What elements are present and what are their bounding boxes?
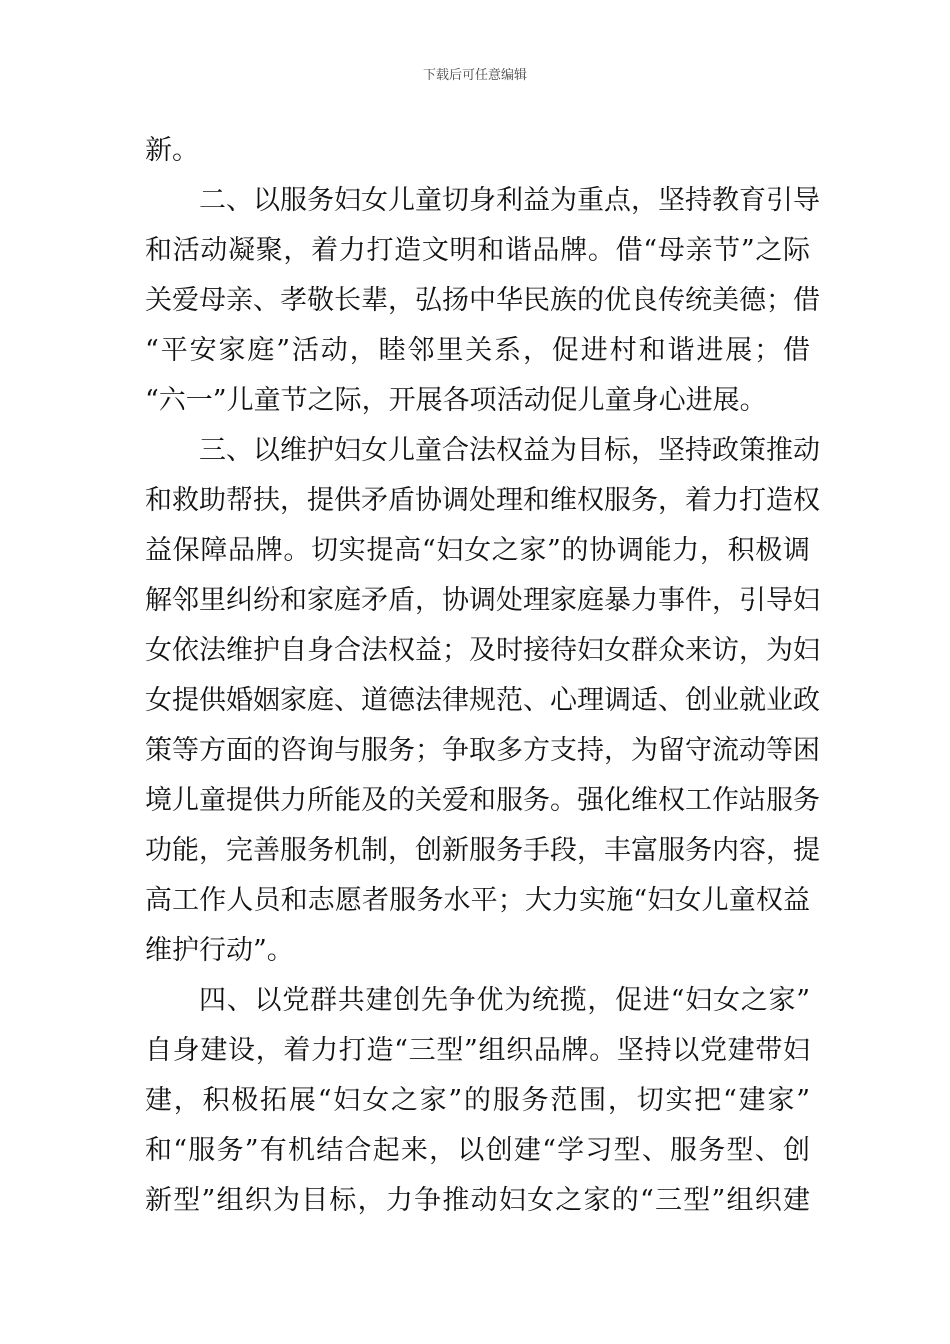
text-line: 和“服务”有机结合起来，以创建“学习型、服务型、创: [145, 1135, 810, 1166]
paragraph-4-first-line: 四、以党群共建创先争优为统揽，促进“妇女之家”: [199, 985, 810, 1016]
text-line: 功能，完善服务机制，创新服务手段，丰富服务内容，提: [145, 835, 820, 866]
text-line: 女依法维护自身合法权益；及时接待妇女群众来访，为妇: [145, 635, 820, 666]
text-line: 女提供婚姻家庭、道德法律规范、心理调适、创业就业政: [145, 685, 820, 716]
text-line: 境儿童提供力所能及的关爱和服务。强化维权工作站服务: [145, 785, 820, 816]
text-line: 解邻里纠纷和家庭矛盾，协调处理家庭暴力事件，引导妇: [145, 585, 820, 616]
text-line: 策等方面的咨询与服务；争取多方支持，为留守流动等困: [145, 735, 820, 766]
text-line: 新。: [145, 135, 199, 166]
paragraph-3-first-line: 三、以维护妇女儿童合法权益为目标，坚持政策推动: [199, 435, 820, 466]
text-line: 和活动凝聚，着力打造文明和谐品牌。借“母亲节”之际: [145, 235, 810, 266]
text-line: 和救助帮扶，提供矛盾协调处理和维权服务，着力打造权: [145, 485, 820, 516]
text-line: 新型”组织为目标，力争推动妇女之家的“三型”组织建: [145, 1185, 810, 1216]
text-line: “平安家庭”活动，睦邻里关系，促进村和谐进展；借: [145, 335, 810, 366]
page-header: 下载后可任意编辑: [422, 68, 527, 83]
text-line: 益保障品牌。切实提高“妇女之家”的协调能力，积极调: [145, 535, 810, 566]
text-line: 自身建设，着力打造“三型”组织品牌。坚持以党建带妇: [145, 1035, 810, 1066]
text-line: 高工作人员和志愿者服务水平；大力实施“妇女儿童权益: [145, 885, 810, 916]
text-line: 建，积极拓展“妇女之家”的服务范围，切实把“建家”: [145, 1085, 810, 1116]
document-body: [145, 126, 820, 1226]
text-line: “六一”儿童节之际，开展各项活动促儿童身心进展。: [145, 385, 767, 416]
text-line: 关爱母亲、孝敬长辈，弘扬中华民族的优良传统美德；借: [145, 285, 820, 316]
paragraph-2-first-line: 二、以服务妇女儿童切身利益为重点，坚持教育引导: [199, 185, 820, 216]
text-line: 维护行动”。: [145, 935, 294, 966]
